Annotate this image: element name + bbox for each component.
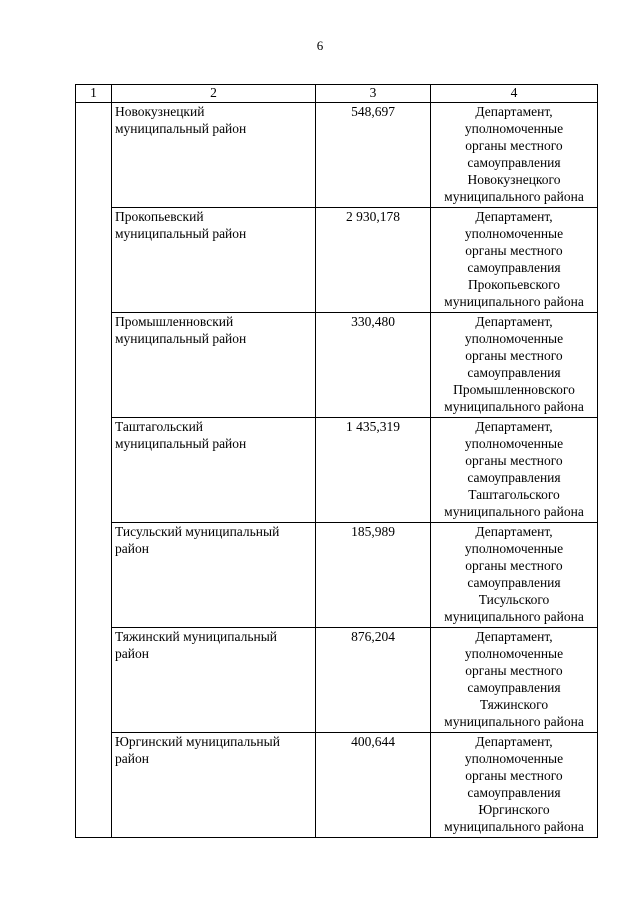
authority-cell	[431, 418, 598, 523]
authority-line: уполномоченные	[464, 541, 564, 556]
authority-line: органы местного	[465, 663, 563, 678]
district-name-line: Промышленновский	[115, 314, 234, 329]
district-name-line: Юргинский муниципальный	[115, 734, 280, 749]
authority-line: органы местного	[465, 348, 563, 363]
authority-line: Тисульского	[478, 592, 550, 607]
table-row	[76, 733, 598, 838]
authority-line: органы местного	[465, 243, 563, 258]
district-name-line: район	[115, 646, 149, 661]
table-header	[76, 85, 598, 103]
district-name-line: Таштагольский	[115, 419, 204, 434]
authority-line: Департамент,	[475, 629, 553, 644]
authority-line: муниципального района	[444, 714, 584, 729]
authority-line: муниципального района	[444, 189, 584, 204]
authority-line: Департамент,	[475, 524, 553, 539]
authority-line: уполномоченные	[464, 751, 564, 766]
district-name-line: Прокопьевский	[115, 209, 204, 224]
authority-line: самоуправления	[467, 470, 561, 485]
authority-line: самоуправления	[467, 680, 561, 695]
table-row	[76, 208, 598, 313]
authority-line: муниципального района	[444, 294, 584, 309]
authority-line: Юргинского	[478, 802, 550, 817]
district-name-cell	[112, 628, 316, 733]
authority-cell	[431, 733, 598, 838]
amount-cell: 330,480	[316, 313, 431, 418]
authority-line: уполномоченные	[464, 226, 564, 241]
district-name-line: муниципальный район	[115, 331, 247, 346]
authority-cell	[431, 103, 598, 208]
table-body	[76, 103, 598, 838]
header-col-4: 4	[431, 85, 598, 103]
authority-line: Департамент,	[475, 209, 553, 224]
allocation-table	[75, 84, 598, 838]
authority-cell	[431, 523, 598, 628]
authority-line: муниципального района	[444, 819, 584, 834]
authority-line: Таштагольского	[468, 487, 560, 502]
amount-cell: 876,204	[316, 628, 431, 733]
table-row	[76, 523, 598, 628]
district-name-line: Тисульский муниципальный	[115, 524, 280, 539]
amount-cell: 548,697	[316, 103, 431, 208]
authority-line: Промышленновского	[453, 382, 575, 397]
table-row	[76, 313, 598, 418]
authority-line: уполномоченные	[464, 331, 564, 346]
amount-cell: 185,989	[316, 523, 431, 628]
district-name-line: муниципальный район	[115, 226, 247, 241]
authority-line: самоуправления	[467, 260, 561, 275]
district-name-cell	[112, 418, 316, 523]
district-name-cell	[112, 103, 316, 208]
district-name-line: район	[115, 751, 149, 766]
authority-line: уполномоченные	[464, 436, 564, 451]
authority-cell	[431, 208, 598, 313]
header-col-1: 1	[76, 85, 112, 103]
authority-line: органы местного	[465, 453, 563, 468]
amount-cell: 2 930,178	[316, 208, 431, 313]
table-row	[76, 628, 598, 733]
amount-cell: 1 435,319	[316, 418, 431, 523]
district-name-cell	[112, 523, 316, 628]
district-name-cell	[112, 313, 316, 418]
authority-line: Новокузнецкого	[467, 172, 561, 187]
table-row	[76, 418, 598, 523]
authority-line: уполномоченные	[464, 121, 564, 136]
row-number-cell	[76, 103, 112, 838]
authority-line: самоуправления	[467, 575, 561, 590]
district-name-line: Новокузнецкий	[115, 104, 205, 119]
district-name-cell	[112, 733, 316, 838]
table-row	[76, 103, 598, 208]
authority-line: уполномоченные	[464, 646, 564, 661]
authority-line: самоуправления	[467, 155, 561, 170]
district-name-cell	[112, 208, 316, 313]
header-col-3: 3	[316, 85, 431, 103]
amount-cell: 400,644	[316, 733, 431, 838]
district-name-line: район	[115, 541, 149, 556]
authority-line: органы местного	[465, 558, 563, 573]
authority-line: Департамент,	[475, 314, 553, 329]
authority-line: Тяжинского	[479, 697, 549, 712]
authority-line: Департамент,	[475, 734, 553, 749]
district-name-line: муниципальный район	[115, 436, 247, 451]
authority-line: муниципального района	[444, 609, 584, 624]
district-name-line: муниципальный район	[115, 121, 247, 136]
authority-cell	[431, 628, 598, 733]
authority-line: органы местного	[465, 138, 563, 153]
district-name-line: Тяжинский муниципальный	[115, 629, 278, 644]
header-row	[76, 85, 598, 103]
authority-line: муниципального района	[444, 504, 584, 519]
header-col-2: 2	[112, 85, 316, 103]
authority-line: Прокопьевского	[467, 277, 561, 292]
authority-line: самоуправления	[467, 785, 561, 800]
authority-line: самоуправления	[467, 365, 561, 380]
page-number: 6	[316, 38, 324, 53]
authority-line: муниципального района	[444, 399, 584, 414]
authority-line: Департамент,	[475, 419, 553, 434]
authority-line: Департамент,	[475, 104, 553, 119]
authority-cell	[431, 313, 598, 418]
authority-line: органы местного	[465, 768, 563, 783]
